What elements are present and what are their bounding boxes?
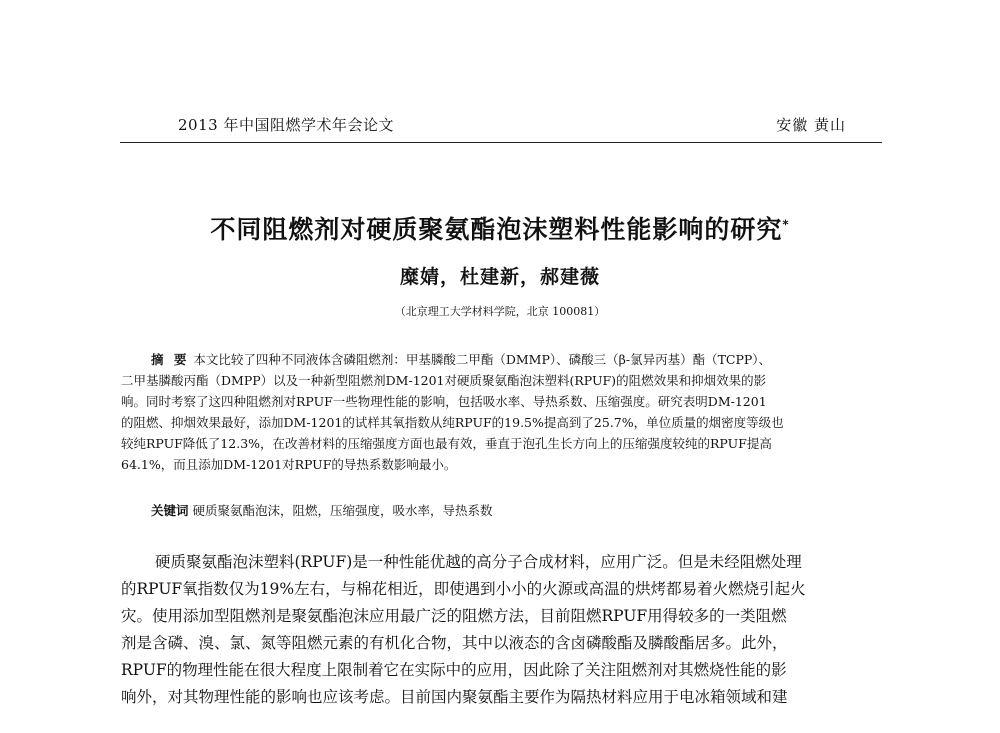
abstract-line: 64.1%，而且添加DM-1201对RPUF的导热系数影响最小。 (121, 457, 457, 472)
abstract-line: 的阻燃、抑烟效果最好，添加DM-1201的试样其氧指数从纯RPUF的19.5%提高到了25.7%，单位质量的烟密度等级也 (121, 415, 784, 430)
body-line: 的RPUF氧指数仅为19%左右，与棉花相近，即使遇到小小的火源或高温的烘烤都易着火燃烧引起火 (121, 580, 806, 598)
body-paragraph (121, 549, 881, 711)
paper-title-text: 不同阻燃剂对硬质聚氨酯泡沫塑料性能影响的研究 (210, 215, 783, 244)
abstract-line: 响。同时考察了这四种阻燃剂对RPUF一些物理性能的影响，包括吸水率、导热系数、压缩强度。研究表明DM-1201 (121, 394, 767, 409)
abstract-line (121, 349, 881, 370)
keywords (151, 501, 493, 519)
header-rule (120, 142, 882, 143)
body-line: 灾。使用添加型阻燃剂是聚氨酯泡沫应用最广泛的阻燃方法，目前阻燃RPUF用得较多的一类阻燃 (121, 607, 787, 625)
abstract-line: 较纯RPUF降低了12.3%，在改善材料的压缩强度方面也最有效，垂直于泡孔生长方向上的压缩强度较纯的RPUF提高 (121, 436, 772, 451)
author-list: 糜婧，杜建新，郝建薇 (399, 266, 600, 288)
title-footnote-mark: * (782, 217, 790, 232)
body-line: 剂是含磷、溴、氯、氮等阻燃元素的有机化合物，其中以液态的含卤磷酸酯及膦酸酯居多。此外， (121, 634, 788, 652)
header-location: 安徽 黄山 (776, 116, 846, 134)
paper-title (0, 210, 1000, 246)
header-conference: 2013 年中国阻燃学术年会论文 (178, 116, 394, 134)
body-line: 响外，对其物理性能的影响也应该考虑。目前国内聚氨酯主要作为隔热材料应用于电冰箱领域和建 (121, 688, 788, 706)
abstract-label: 摘 要 (151, 352, 190, 367)
affiliation: （北京理工大学材料学院，北京 100081） (394, 305, 606, 318)
body-line: 硬质聚氨酯泡沫塑料(RPUF)是一种性能优越的高分子合成材料，应用广泛。但是未经阻燃处理 (155, 553, 802, 571)
keywords-text: 硬质聚氨酯泡沫，阻燃，压缩强度，吸水率，导热系数 (192, 503, 493, 518)
keywords-label: 关键词 (151, 503, 189, 518)
running-header (120, 114, 882, 138)
body-line: RPUF的物理性能在很大程度上限制着它在实际中的应用，因此除了关注阻燃剂对其燃烧性能的影 (121, 661, 787, 679)
abstract-line: 二甲基膦酸丙酯（DMPP）以及一种新型阻燃剂DM-1201对硬质聚氨酯泡沫塑料(RPUF)的阻燃效果和抑烟效果的影 (121, 373, 767, 388)
abstract (121, 349, 881, 475)
abstract-text: 本文比较了四种不同液体含磷阻燃剂：甲基膦酸二甲酯（DMMP）、磷酸三（β-氯异丙基）酯（TCPP）、 (193, 352, 772, 367)
